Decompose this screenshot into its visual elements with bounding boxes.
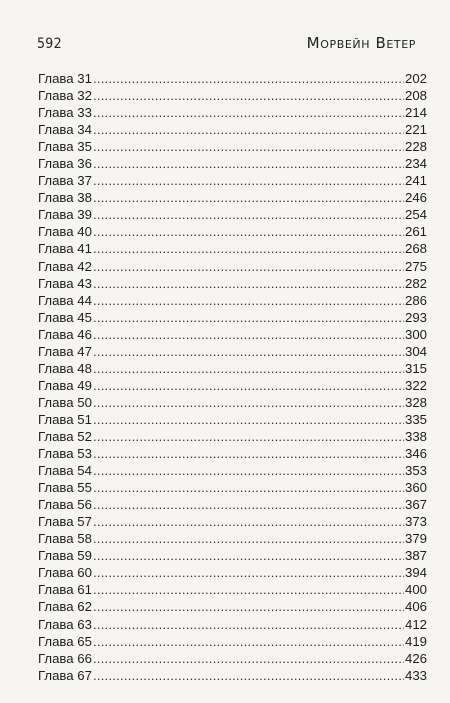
dot-leader xyxy=(93,564,404,581)
toc-entry-page: 346 xyxy=(404,446,427,462)
dot-leader xyxy=(93,598,404,615)
toc-entry xyxy=(38,258,427,275)
toc-entry-page: 400 xyxy=(404,582,427,598)
dot-leader xyxy=(93,411,404,428)
toc-entry-page: 282 xyxy=(404,275,427,291)
toc-entry-title: Глава 51 xyxy=(38,411,92,427)
toc-entry-title: Глава 65 xyxy=(38,633,92,649)
toc-entry-title: Глава 48 xyxy=(38,360,92,376)
toc-entry-page: 221 xyxy=(404,122,427,138)
toc-entry-page: 328 xyxy=(404,394,427,410)
toc-entry-page: 406 xyxy=(404,599,427,615)
toc-entry xyxy=(38,581,427,598)
toc-entry-title: Глава 59 xyxy=(38,548,92,564)
toc-entry xyxy=(38,394,427,411)
toc-entry-page: 241 xyxy=(404,173,427,189)
dot-leader xyxy=(93,616,404,633)
dot-leader xyxy=(93,377,404,394)
toc-entry-title: Глава 55 xyxy=(38,480,92,496)
toc-entry-page: 234 xyxy=(404,156,427,172)
toc-entry xyxy=(38,411,427,428)
toc-entry xyxy=(38,189,427,206)
toc-entry-page: 293 xyxy=(404,309,427,325)
toc-entry xyxy=(38,309,427,326)
toc-entry xyxy=(38,513,427,530)
dot-leader xyxy=(93,445,404,462)
toc-entry xyxy=(38,87,427,104)
toc-entry xyxy=(38,496,427,513)
toc-entry xyxy=(38,172,427,189)
toc-entry-page: 373 xyxy=(404,514,427,530)
dot-leader xyxy=(93,633,404,650)
toc-entry xyxy=(38,206,427,223)
toc-entry xyxy=(38,564,427,581)
toc-entry xyxy=(38,104,427,121)
toc-entry-page: 379 xyxy=(404,531,427,547)
toc-entry xyxy=(38,121,427,138)
toc-entry-page: 286 xyxy=(404,292,427,308)
dot-leader xyxy=(93,104,404,121)
toc-entry-page: 228 xyxy=(404,139,427,155)
toc-entry xyxy=(38,343,427,360)
dot-leader xyxy=(93,360,404,377)
toc-entry xyxy=(38,155,427,172)
toc-entry-title: Глава 40 xyxy=(38,224,92,240)
toc-entry-page: 394 xyxy=(404,565,427,581)
toc-entry-page: 254 xyxy=(404,207,427,223)
toc-entry-title: Глава 49 xyxy=(38,377,92,393)
toc-entry xyxy=(38,445,427,462)
toc-entry-title: Глава 41 xyxy=(38,241,92,257)
toc-entry-title: Глава 37 xyxy=(38,173,92,189)
dot-leader xyxy=(93,70,404,87)
dot-leader xyxy=(93,138,404,155)
running-head: Морвейн Ветер xyxy=(306,34,416,52)
dot-leader xyxy=(93,428,404,445)
toc-entry-title: Глава 46 xyxy=(38,326,92,342)
toc-entry-title: Глава 61 xyxy=(38,582,92,598)
toc-entry-title: Глава 31 xyxy=(38,71,92,86)
toc-entry-title: Глава 34 xyxy=(38,122,92,138)
dot-leader xyxy=(93,547,404,564)
toc-entry-page: 322 xyxy=(404,377,427,393)
toc-entry xyxy=(38,530,427,547)
dot-leader xyxy=(93,121,404,138)
toc-entry-title: Глава 54 xyxy=(38,463,92,479)
toc-entry xyxy=(38,377,427,394)
toc-entry-page: 246 xyxy=(404,190,427,206)
toc-entry-page: 353 xyxy=(404,463,427,479)
toc-entry xyxy=(38,598,427,615)
toc-entry-title: Глава 33 xyxy=(38,105,92,121)
page-number: 592 xyxy=(37,36,62,52)
toc-entry-title: Глава 66 xyxy=(38,650,92,666)
dot-leader xyxy=(93,496,404,513)
toc-entry-title: Глава 67 xyxy=(38,667,92,683)
toc-entry-title: Глава 52 xyxy=(38,428,92,444)
toc-entry-title: Глава 35 xyxy=(38,139,92,155)
toc-entry-page: 433 xyxy=(404,667,427,683)
toc-entry-title: Глава 50 xyxy=(38,394,92,410)
toc-entry xyxy=(38,633,427,650)
dot-leader xyxy=(93,189,404,206)
toc-entry-title: Глава 44 xyxy=(38,292,92,308)
toc-entry-page: 214 xyxy=(404,105,427,121)
toc-entry xyxy=(38,462,427,479)
toc-entry xyxy=(38,275,427,292)
toc-entry xyxy=(38,326,427,343)
toc-entry-title: Глава 56 xyxy=(38,497,92,513)
dot-leader xyxy=(93,513,404,530)
toc-entry-title: Глава 38 xyxy=(38,190,92,206)
dot-leader xyxy=(93,667,404,684)
toc-entry-title: Глава 63 xyxy=(38,616,92,632)
toc-entry xyxy=(38,650,427,667)
toc-entry-page: 261 xyxy=(404,224,427,240)
toc-entry xyxy=(38,479,427,496)
toc-entry xyxy=(38,223,427,240)
toc-entry-page: 360 xyxy=(404,480,427,496)
dot-leader xyxy=(93,479,404,496)
dot-leader xyxy=(93,240,404,257)
toc-entry-title: Глава 53 xyxy=(38,446,92,462)
dot-leader xyxy=(93,223,404,240)
toc-entry-title: Глава 45 xyxy=(38,309,92,325)
toc-entry xyxy=(38,428,427,445)
toc-entry-page: 367 xyxy=(404,497,427,513)
dot-leader xyxy=(93,343,404,360)
toc-entry-title: Глава 57 xyxy=(38,514,92,530)
toc-entry-page: 412 xyxy=(404,616,427,632)
toc-entry-title: Глава 42 xyxy=(38,258,92,274)
toc-entry-page: 426 xyxy=(404,650,427,666)
toc-entry-page: 300 xyxy=(404,326,427,342)
dot-leader xyxy=(93,155,404,172)
toc-entry-title: Глава 39 xyxy=(38,207,92,223)
dot-leader xyxy=(93,87,404,104)
dot-leader xyxy=(93,258,404,275)
toc-entry xyxy=(38,667,427,684)
dot-leader xyxy=(93,309,404,326)
toc-entry-page: 387 xyxy=(404,548,427,564)
toc-entry-title: Глава 62 xyxy=(38,599,92,615)
dot-leader xyxy=(93,394,404,411)
toc-entry-title: Глава 36 xyxy=(38,156,92,172)
dot-leader xyxy=(93,172,404,189)
toc-entry-page: 304 xyxy=(404,343,427,359)
toc-entry xyxy=(38,292,427,309)
dot-leader xyxy=(93,650,404,667)
toc-entry-page: 268 xyxy=(404,241,427,257)
toc-entry xyxy=(38,547,427,564)
toc-entry xyxy=(38,240,427,257)
toc-entry-title: Глава 60 xyxy=(38,565,92,581)
toc-entry-page: 315 xyxy=(404,360,427,376)
toc-entry xyxy=(38,70,427,87)
dot-leader xyxy=(93,581,404,598)
toc-entry-page: 335 xyxy=(404,411,427,427)
dot-leader xyxy=(93,462,404,479)
dot-leader xyxy=(93,326,404,343)
toc-entry-title: Глава 47 xyxy=(38,343,92,359)
table-of-contents xyxy=(38,70,427,684)
dot-leader xyxy=(93,275,404,292)
toc-entry-page: 202 xyxy=(404,71,427,86)
toc-entry xyxy=(38,360,427,377)
toc-entry-title: Глава 43 xyxy=(38,275,92,291)
toc-entry xyxy=(38,138,427,155)
toc-entry-title: Глава 32 xyxy=(38,88,92,104)
toc-entry-title: Глава 58 xyxy=(38,531,92,547)
dot-leader xyxy=(93,292,404,309)
toc-entry-page: 419 xyxy=(404,633,427,649)
toc-entry-page: 338 xyxy=(404,428,427,444)
dot-leader xyxy=(93,206,404,223)
dot-leader xyxy=(93,530,404,547)
toc-entry xyxy=(38,616,427,633)
toc-entry-page: 275 xyxy=(404,258,427,274)
toc-entry-page: 208 xyxy=(404,88,427,104)
